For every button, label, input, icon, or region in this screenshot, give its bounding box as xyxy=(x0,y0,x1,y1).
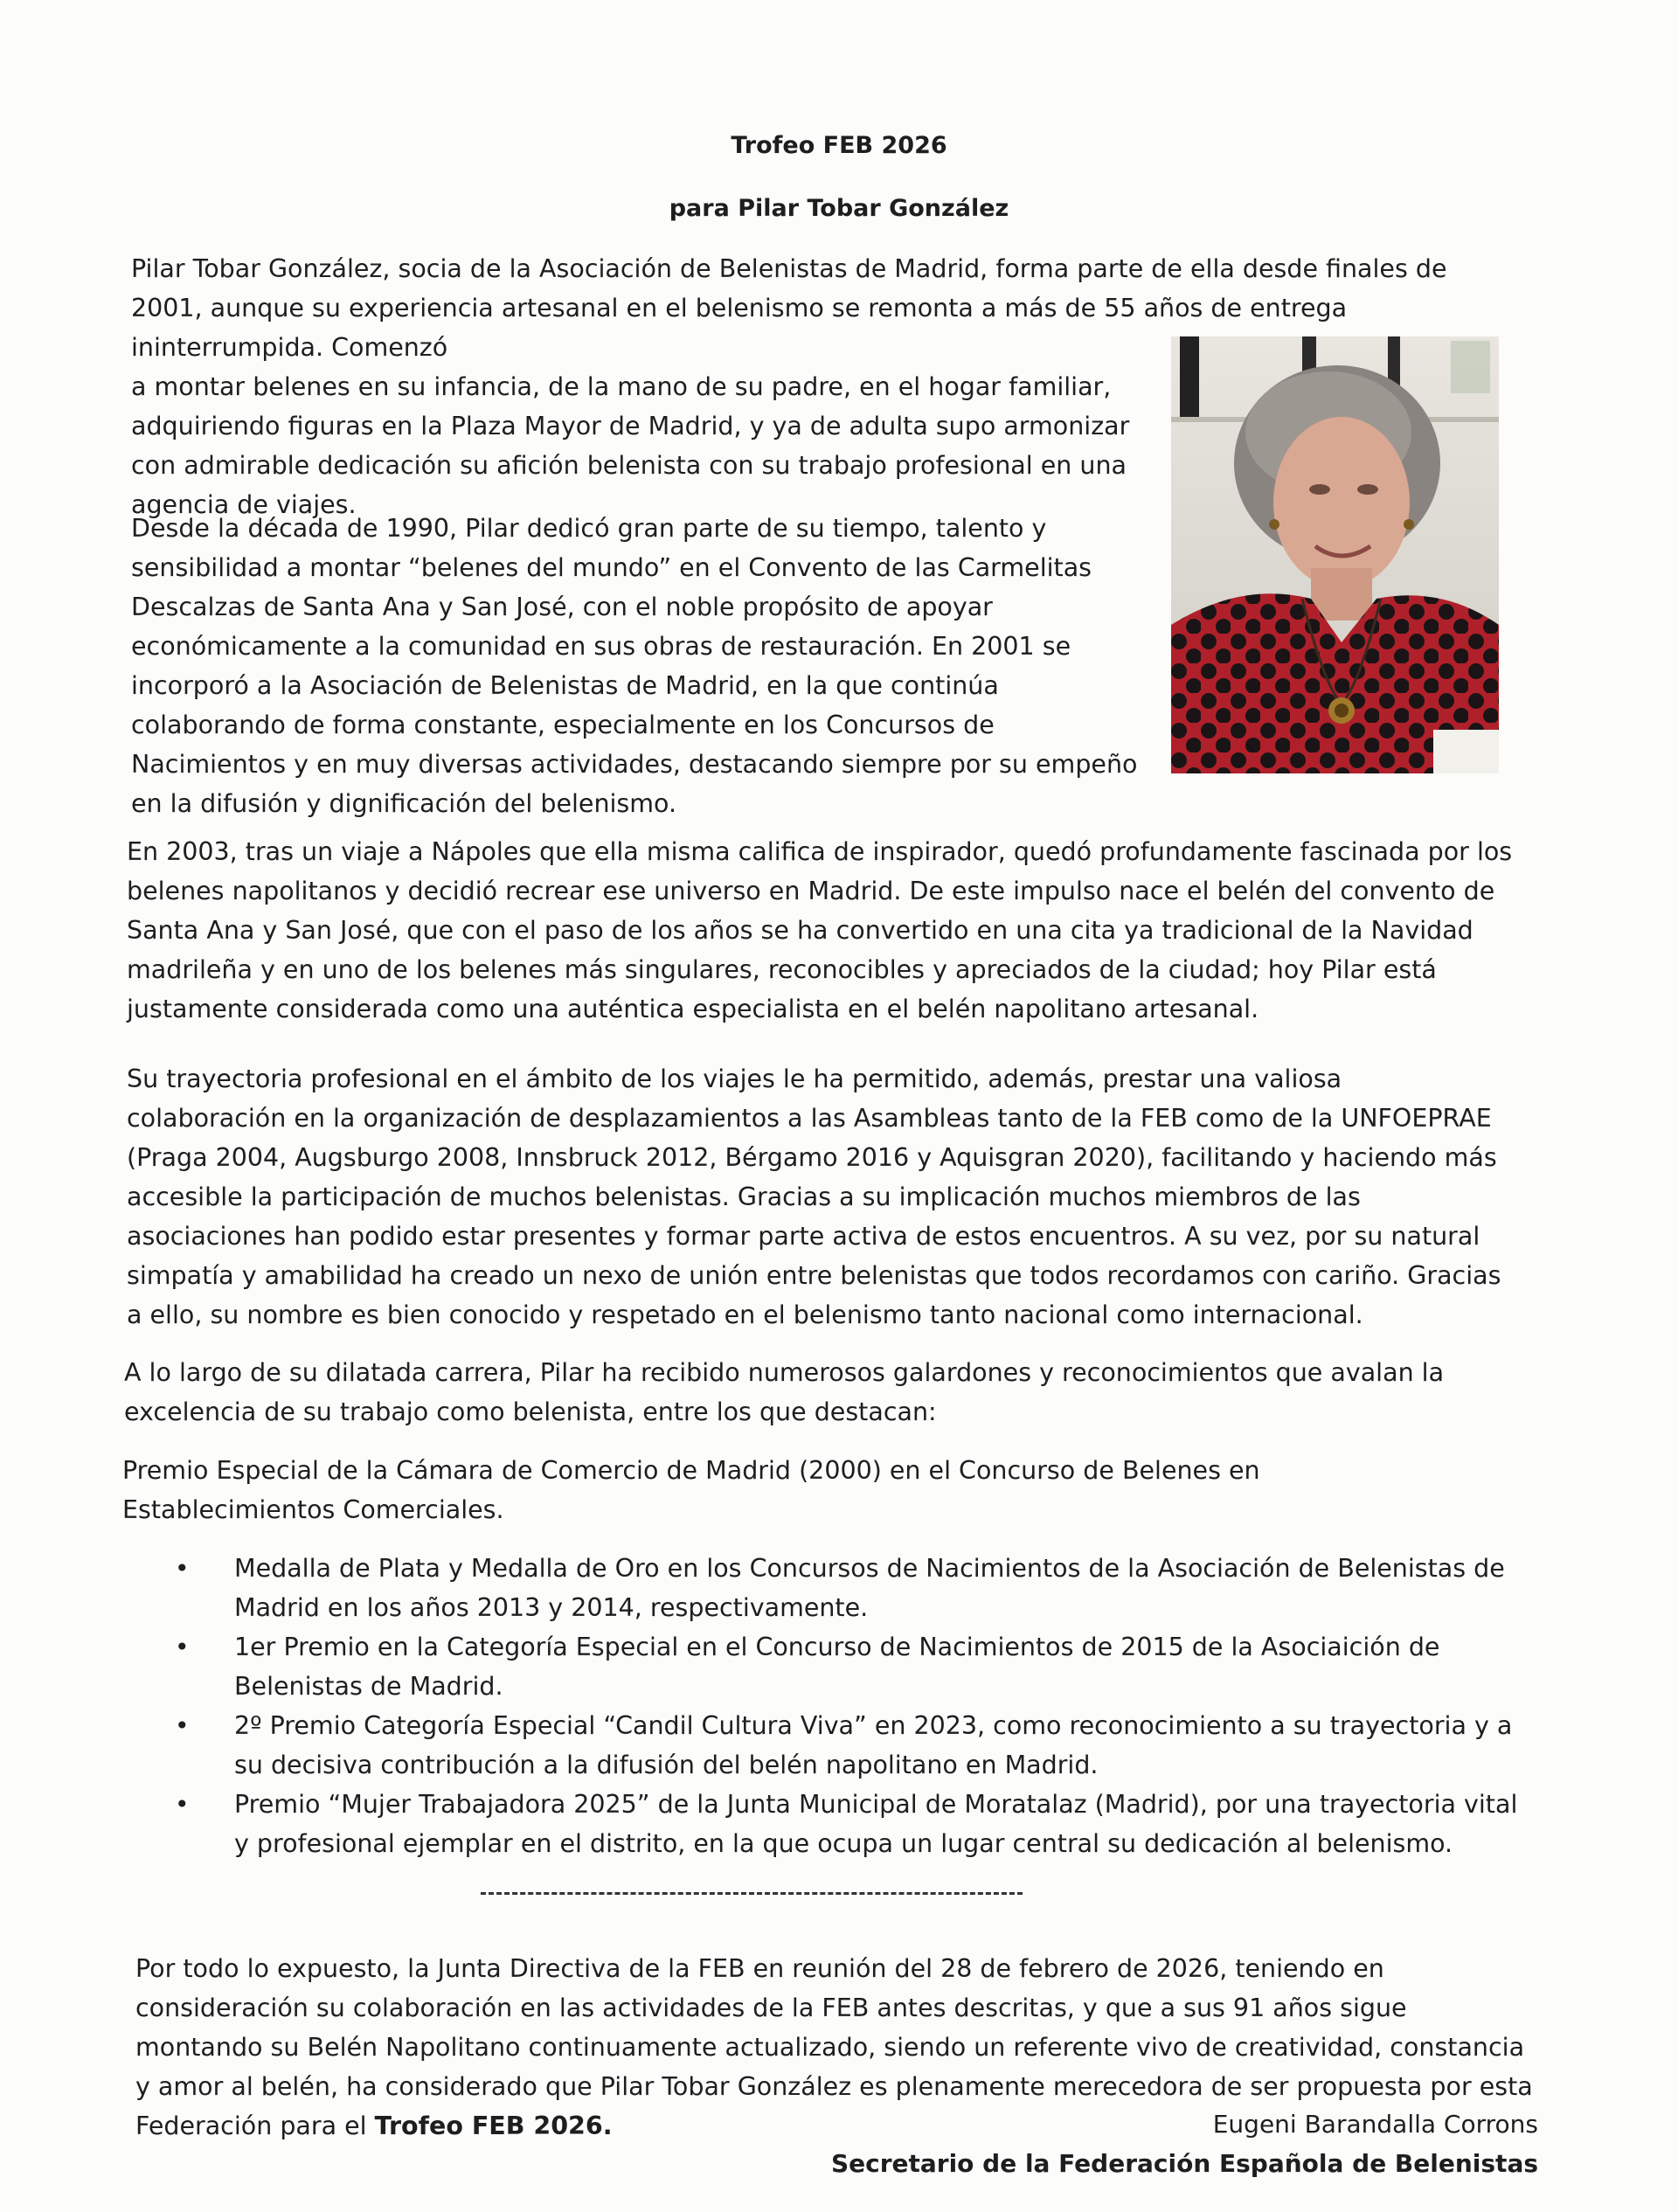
signature-block xyxy=(831,2105,1538,2183)
award-text: Medalla de Plata y Medalla de Oro en los Concursos de Nacimientos de la Asociación de Belenistas de Madrid en los años 2013 y 2014, respectivamente. xyxy=(234,1554,1505,1622)
list-item xyxy=(175,1549,1538,1627)
award-text: Premio “Mujer Trabajadora 2025” de la Junta Municipal de Moratalaz (Madrid), por una trayectoria vital y profesional ejemplar en el distrito, en la que ocupa un lugar central su dedicación al belenismo. xyxy=(234,1790,1518,1858)
paragraph-intro-wrap: a montar belenes en su infancia, de la mano de su padre, en el hogar familiar, adquiriendo figuras en la Plaza Mayor de Madrid, y ya de adulta supo armonizar con admirable dedicación su afición belenista con su trabajo profesional en una agencia de viajes. xyxy=(131,372,1130,519)
bullet-icon: • xyxy=(175,1790,190,1819)
paragraph-galardones: A lo largo de su dilatada carrera, Pilar ha recibido numerosos galardones y reconocimientos que avalan la excelencia de su trabajo como belenista, entre los que destacan: xyxy=(124,1358,1445,1426)
conclusion-text: Por todo lo expuesto, la Junta Directiva de la FEB en reunión del 28 de febrero de 2026, teniendo en consideración su colaboración en las actividades de la FEB antes descritas, y que a sus 91 años sigue montando su Belén Napolitano continuamente actualizado, siendo un referente vivo de creatividad, constancia y amor al belén, ha considerado que Pilar Tobar González es plenamente merecedora de ser propuesta por esta Federación para el xyxy=(135,1954,1533,2140)
award-text: 1er Premio en la Categoría Especial en el Concurso de Nacimientos de 2015 de la Asociaición de Belenistas de Madrid. xyxy=(234,1633,1440,1701)
list-item xyxy=(175,1627,1538,1706)
list-item xyxy=(175,1785,1538,1863)
signature-name: Eugeni Barandalla Corrons xyxy=(1212,2110,1538,2139)
document-subtitle: para Pilar Tobar González xyxy=(669,195,1009,222)
paragraph-intro xyxy=(131,249,1525,524)
signature-role: Secretario de la Federación Española de Belenistas xyxy=(830,2149,1538,2178)
conclusion-trophy: Trofeo FEB 2026. xyxy=(374,2111,613,2140)
paragraph-trayectoria: Su trayectoria profesional en el ámbito de los viajes le ha permitido, además, prestar una valiosa colaboración en la organización de desplazamientos a las Asambleas tanto de la FEB como de la UNFOEPRAE (Praga 2004, Augsburgo 2008, Innsbruck 2012, Bérgamo 2016 y Aquisgran 2020), facilitando y haciendo más accesible la participación de muchos belenistas. Gracias a su implicación muchos miembros de las asociaciones han podido estar presentes y formar parte activa de estos encuentros. A su vez, por su natural simpatía y amabilidad ha creado un nexo de unión entre belenistas que todos recordamos con cariño. Gracias a ello, su nombre es bien conocido y respetado en el belenismo tanto nacional como internacional. xyxy=(127,1064,1501,1329)
paragraph-convento: Desde la década de 1990, Pilar dedicó gran parte de su tiempo, talento y sensibilidad a montar “belenes del mundo” en el Convento de las Carmelitas Descalzas de Santa Ana y San José, con el noble propósito de apoyar económicamente a la comunidad en sus obras de restauración. En 2001 se incorporó a la Asociación de Belenistas de Madrid, en la que continúa colaborando de forma constante, especialmente en los Concursos de Nacimientos y en muy diversas actividades, destacando siempre por su empeño en la difusión y dignificación del belenismo. xyxy=(131,514,1138,818)
award-text: 2º Premio Categoría Especial “Candil Cultura Viva” en 2023, como reconocimiento a su trayectoria y a su decisiva contribución a la difusión del belén napolitano en Madrid. xyxy=(234,1711,1513,1779)
paragraph-napoles: En 2003, tras un viaje a Nápoles que ella misma califica de inspirador, quedó profundamente fascinada por los belenes napolitanos y decidió recrear ese universo en Madrid. De este impulso nace el belén del convento de Santa Ana y San José, que con el paso de los años se ha convertido en una cita ya tradicional de la Navidad madrileña y en uno de los belenes más singulares, reconocibles y apreciados de la ciudad; hoy Pilar está justamente considerada como una auténtica especialista en el belén napolitano artesanal. xyxy=(127,837,1513,1023)
paragraph-intro-line1: Pilar Tobar González, socia de la Asociación de Belenistas de Madrid, forma parte de ella desde finales de 2001, aunque su experiencia artesanal en el belenismo se remonta a más de 55 años de entrega ininterrumpida. Comenzó xyxy=(131,254,1447,362)
document-title: Trofeo FEB 2026 xyxy=(731,132,947,159)
bullet-icon: • xyxy=(175,1711,190,1740)
dashed-separator xyxy=(481,1892,1023,1895)
paragraph-camara-comercio: Premio Especial de la Cámara de Comercio de Madrid (2000) en el Concurso de Belenes en Establecimientos Comerciales. xyxy=(122,1456,1260,1524)
awards-list xyxy=(175,1549,1538,1863)
bullet-icon: • xyxy=(175,1633,190,1661)
bullet-icon: • xyxy=(175,1554,190,1583)
list-item xyxy=(175,1706,1538,1785)
